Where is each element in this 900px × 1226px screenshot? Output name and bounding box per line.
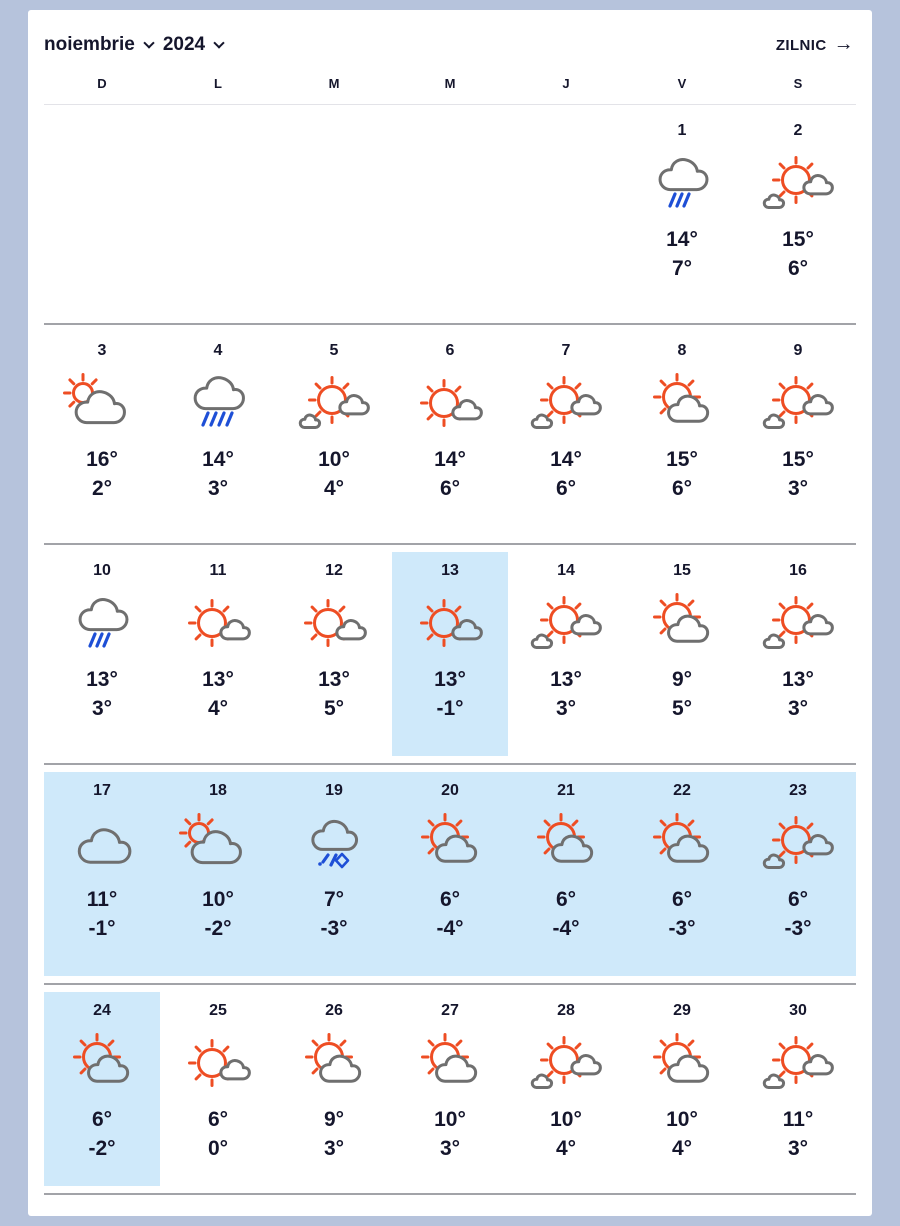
day-cell[interactable] bbox=[508, 765, 624, 983]
week-row bbox=[44, 105, 856, 325]
low-temp: -1° bbox=[88, 917, 116, 940]
rain-icon bbox=[640, 153, 724, 217]
high-temp: 10° bbox=[434, 1108, 466, 1131]
low-temp: -2° bbox=[88, 1137, 116, 1160]
low-temp: 7° bbox=[671, 257, 693, 280]
low-temp: 6° bbox=[439, 477, 461, 500]
empty-cell bbox=[160, 105, 276, 323]
sun-cloud-icon bbox=[640, 813, 724, 877]
partly-sunny-icon bbox=[524, 593, 608, 657]
low-temp: 4° bbox=[323, 477, 345, 500]
empty-cell bbox=[276, 105, 392, 323]
low-temp: 4° bbox=[671, 1137, 693, 1160]
partly-sunny-icon bbox=[524, 1033, 608, 1097]
sun-cloud-icon bbox=[640, 593, 724, 657]
sun-cloud-icon bbox=[60, 1033, 144, 1097]
mostly-cloudy-icon bbox=[60, 373, 144, 437]
day-cell[interactable] bbox=[392, 325, 508, 543]
day-cell[interactable] bbox=[624, 765, 740, 983]
day-cell[interactable] bbox=[160, 765, 276, 983]
day-number: 17 bbox=[93, 782, 111, 799]
low-temp: 3° bbox=[207, 477, 229, 500]
partly-sunny-icon bbox=[756, 153, 840, 217]
day-cell[interactable] bbox=[740, 985, 856, 1193]
day-cell[interactable] bbox=[160, 325, 276, 543]
day-number: 28 bbox=[557, 1002, 575, 1019]
weekday-header: L bbox=[214, 76, 222, 91]
high-temp: 11° bbox=[86, 888, 118, 911]
high-temp: 10° bbox=[666, 1108, 698, 1131]
daily-view-label: ZILNIC bbox=[775, 36, 827, 54]
low-temp: 3° bbox=[91, 697, 113, 720]
low-temp: -2° bbox=[204, 917, 232, 940]
high-temp: 6° bbox=[439, 888, 461, 911]
week-row bbox=[44, 765, 856, 985]
partly-sunny-icon bbox=[524, 373, 608, 437]
low-temp: 3° bbox=[323, 1137, 345, 1160]
low-temp: -3° bbox=[320, 917, 348, 940]
day-number: 29 bbox=[673, 1002, 691, 1019]
day-cell[interactable] bbox=[276, 985, 392, 1193]
sun-cloud-icon bbox=[408, 1033, 492, 1097]
low-temp: 5° bbox=[671, 697, 693, 720]
day-number: 1 bbox=[677, 122, 687, 139]
high-temp: 6° bbox=[207, 1108, 229, 1131]
partly-sunny-icon bbox=[756, 813, 840, 877]
low-temp: 3° bbox=[787, 697, 809, 720]
low-temp: 3° bbox=[787, 1137, 809, 1160]
high-temp: 10° bbox=[318, 448, 350, 471]
chevron-down-icon[interactable] bbox=[213, 37, 224, 48]
low-temp: 6° bbox=[671, 477, 693, 500]
day-cell[interactable] bbox=[508, 545, 624, 763]
low-temp: 4° bbox=[555, 1137, 577, 1160]
high-temp: 6° bbox=[555, 888, 577, 911]
high-temp: 13° bbox=[434, 668, 466, 691]
high-temp: 9° bbox=[323, 1108, 345, 1131]
high-temp: 7° bbox=[323, 888, 345, 911]
month-year-picker bbox=[44, 34, 223, 56]
high-temp: 14° bbox=[666, 228, 698, 251]
high-temp: 13° bbox=[318, 668, 350, 691]
weekday-header-row bbox=[44, 68, 856, 105]
calendar-grid bbox=[44, 105, 856, 1195]
high-temp: 15° bbox=[666, 448, 698, 471]
day-number: 12 bbox=[325, 562, 343, 579]
empty-cell bbox=[44, 105, 160, 323]
day-cell[interactable] bbox=[392, 765, 508, 983]
day-number: 27 bbox=[441, 1002, 459, 1019]
week-row bbox=[44, 985, 856, 1195]
sun-cloud-icon bbox=[408, 813, 492, 877]
high-temp: 13° bbox=[202, 668, 234, 691]
chevron-down-icon[interactable] bbox=[143, 37, 154, 48]
day-number: 18 bbox=[209, 782, 227, 799]
arrow-right-icon: → bbox=[833, 33, 854, 55]
low-temp: 6° bbox=[787, 257, 809, 280]
day-number: 19 bbox=[325, 782, 343, 799]
day-number: 6 bbox=[445, 342, 455, 359]
day-cell[interactable] bbox=[44, 325, 160, 543]
sun-small-cloud-icon bbox=[176, 593, 260, 657]
weekday-header: S bbox=[793, 76, 803, 91]
day-number: 4 bbox=[213, 342, 223, 359]
mostly-cloudy-icon bbox=[176, 813, 260, 877]
day-number: 23 bbox=[789, 782, 807, 799]
day-cell[interactable] bbox=[276, 545, 392, 763]
sun-cloud-icon bbox=[640, 1033, 724, 1097]
sun-cloud-icon bbox=[640, 373, 724, 437]
day-cell[interactable] bbox=[624, 105, 740, 323]
week-row bbox=[44, 325, 856, 545]
rain-heavy-icon bbox=[176, 373, 260, 437]
day-number: 3 bbox=[97, 342, 107, 359]
high-temp: 10° bbox=[550, 1108, 582, 1131]
day-number: 10 bbox=[93, 562, 111, 579]
month-dropdown[interactable]: noiembrie bbox=[44, 34, 135, 55]
low-temp: 4° bbox=[207, 697, 229, 720]
day-cell[interactable] bbox=[624, 325, 740, 543]
sun-cloud-icon bbox=[524, 813, 608, 877]
day-cell[interactable] bbox=[624, 545, 740, 763]
partly-sunny-icon bbox=[292, 373, 376, 437]
low-temp: -4° bbox=[436, 917, 464, 940]
day-cell[interactable] bbox=[44, 765, 160, 983]
daily-view-link[interactable] bbox=[775, 33, 854, 55]
day-cell[interactable] bbox=[740, 545, 856, 763]
day-cell[interactable] bbox=[508, 985, 624, 1193]
low-temp: 5° bbox=[323, 697, 345, 720]
sun-small-cloud-icon bbox=[408, 373, 492, 437]
low-temp: 3° bbox=[439, 1137, 461, 1160]
weekday-header: V bbox=[677, 76, 687, 91]
day-number: 7 bbox=[561, 342, 571, 359]
day-cell[interactable] bbox=[160, 545, 276, 763]
high-temp: 15° bbox=[782, 448, 814, 471]
weekday-header: M bbox=[444, 76, 456, 91]
calendar-header bbox=[28, 10, 872, 68]
high-temp: 15° bbox=[782, 228, 814, 251]
day-cell[interactable] bbox=[160, 985, 276, 1193]
year-dropdown[interactable]: 2024 bbox=[162, 34, 206, 55]
calendar-card bbox=[28, 10, 872, 1216]
low-temp: 0° bbox=[207, 1137, 229, 1160]
day-cell[interactable] bbox=[740, 105, 856, 323]
day-number: 24 bbox=[93, 1002, 111, 1019]
day-number: 13 bbox=[441, 562, 459, 579]
day-number: 8 bbox=[677, 342, 687, 359]
day-number: 26 bbox=[325, 1002, 343, 1019]
weekday-header: M bbox=[328, 76, 340, 91]
day-cell[interactable] bbox=[44, 545, 160, 763]
day-number: 21 bbox=[557, 782, 575, 799]
day-number: 25 bbox=[209, 1002, 227, 1019]
sun-small-cloud-icon bbox=[176, 1033, 260, 1097]
day-cell[interactable] bbox=[276, 765, 392, 983]
high-temp: 6° bbox=[91, 1108, 113, 1131]
day-number: 22 bbox=[673, 782, 691, 799]
high-temp: 14° bbox=[434, 448, 466, 471]
empty-cell bbox=[508, 105, 624, 323]
low-temp: 3° bbox=[555, 697, 577, 720]
empty-cell bbox=[392, 105, 508, 323]
day-cell[interactable] bbox=[392, 985, 508, 1193]
high-temp: 6° bbox=[787, 888, 809, 911]
low-temp: 6° bbox=[555, 477, 577, 500]
low-temp: -3° bbox=[784, 917, 812, 940]
cloudy-icon bbox=[60, 813, 144, 877]
partly-sunny-icon bbox=[756, 593, 840, 657]
day-number: 11 bbox=[209, 562, 227, 579]
day-number: 9 bbox=[793, 342, 803, 359]
day-cell[interactable] bbox=[624, 985, 740, 1193]
day-number: 30 bbox=[789, 1002, 807, 1019]
high-temp: 14° bbox=[202, 448, 234, 471]
partly-sunny-icon bbox=[756, 1033, 840, 1097]
partly-sunny-icon bbox=[756, 373, 840, 437]
high-temp: 16° bbox=[86, 448, 118, 471]
low-temp: -3° bbox=[668, 917, 696, 940]
day-number: 14 bbox=[557, 562, 575, 579]
day-number: 2 bbox=[793, 122, 803, 139]
day-number: 16 bbox=[789, 562, 807, 579]
high-temp: 10° bbox=[202, 888, 234, 911]
day-cell[interactable] bbox=[276, 325, 392, 543]
rain-icon bbox=[60, 593, 144, 657]
day-cell[interactable] bbox=[740, 765, 856, 983]
high-temp: 13° bbox=[86, 668, 118, 691]
low-temp: 3° bbox=[787, 477, 809, 500]
day-number: 15 bbox=[673, 562, 691, 579]
sleet-icon bbox=[292, 813, 376, 877]
weekday-header: J bbox=[562, 76, 570, 91]
day-cell[interactable] bbox=[508, 325, 624, 543]
day-number: 20 bbox=[441, 782, 459, 799]
low-temp: -1° bbox=[436, 697, 464, 720]
sun-cloud-icon bbox=[292, 1033, 376, 1097]
day-cell[interactable] bbox=[392, 545, 508, 763]
weekday-header: D bbox=[97, 76, 107, 91]
day-cell[interactable] bbox=[44, 985, 160, 1193]
day-number: 5 bbox=[329, 342, 339, 359]
low-temp: -4° bbox=[552, 917, 580, 940]
high-temp: 11° bbox=[782, 1108, 814, 1131]
high-temp: 13° bbox=[550, 668, 582, 691]
high-temp: 14° bbox=[550, 448, 582, 471]
week-row bbox=[44, 545, 856, 765]
high-temp: 13° bbox=[782, 668, 814, 691]
low-temp: 2° bbox=[91, 477, 113, 500]
sun-small-cloud-icon bbox=[292, 593, 376, 657]
day-cell[interactable] bbox=[740, 325, 856, 543]
high-temp: 9° bbox=[671, 668, 693, 691]
high-temp: 6° bbox=[671, 888, 693, 911]
sun-small-cloud-icon bbox=[408, 593, 492, 657]
